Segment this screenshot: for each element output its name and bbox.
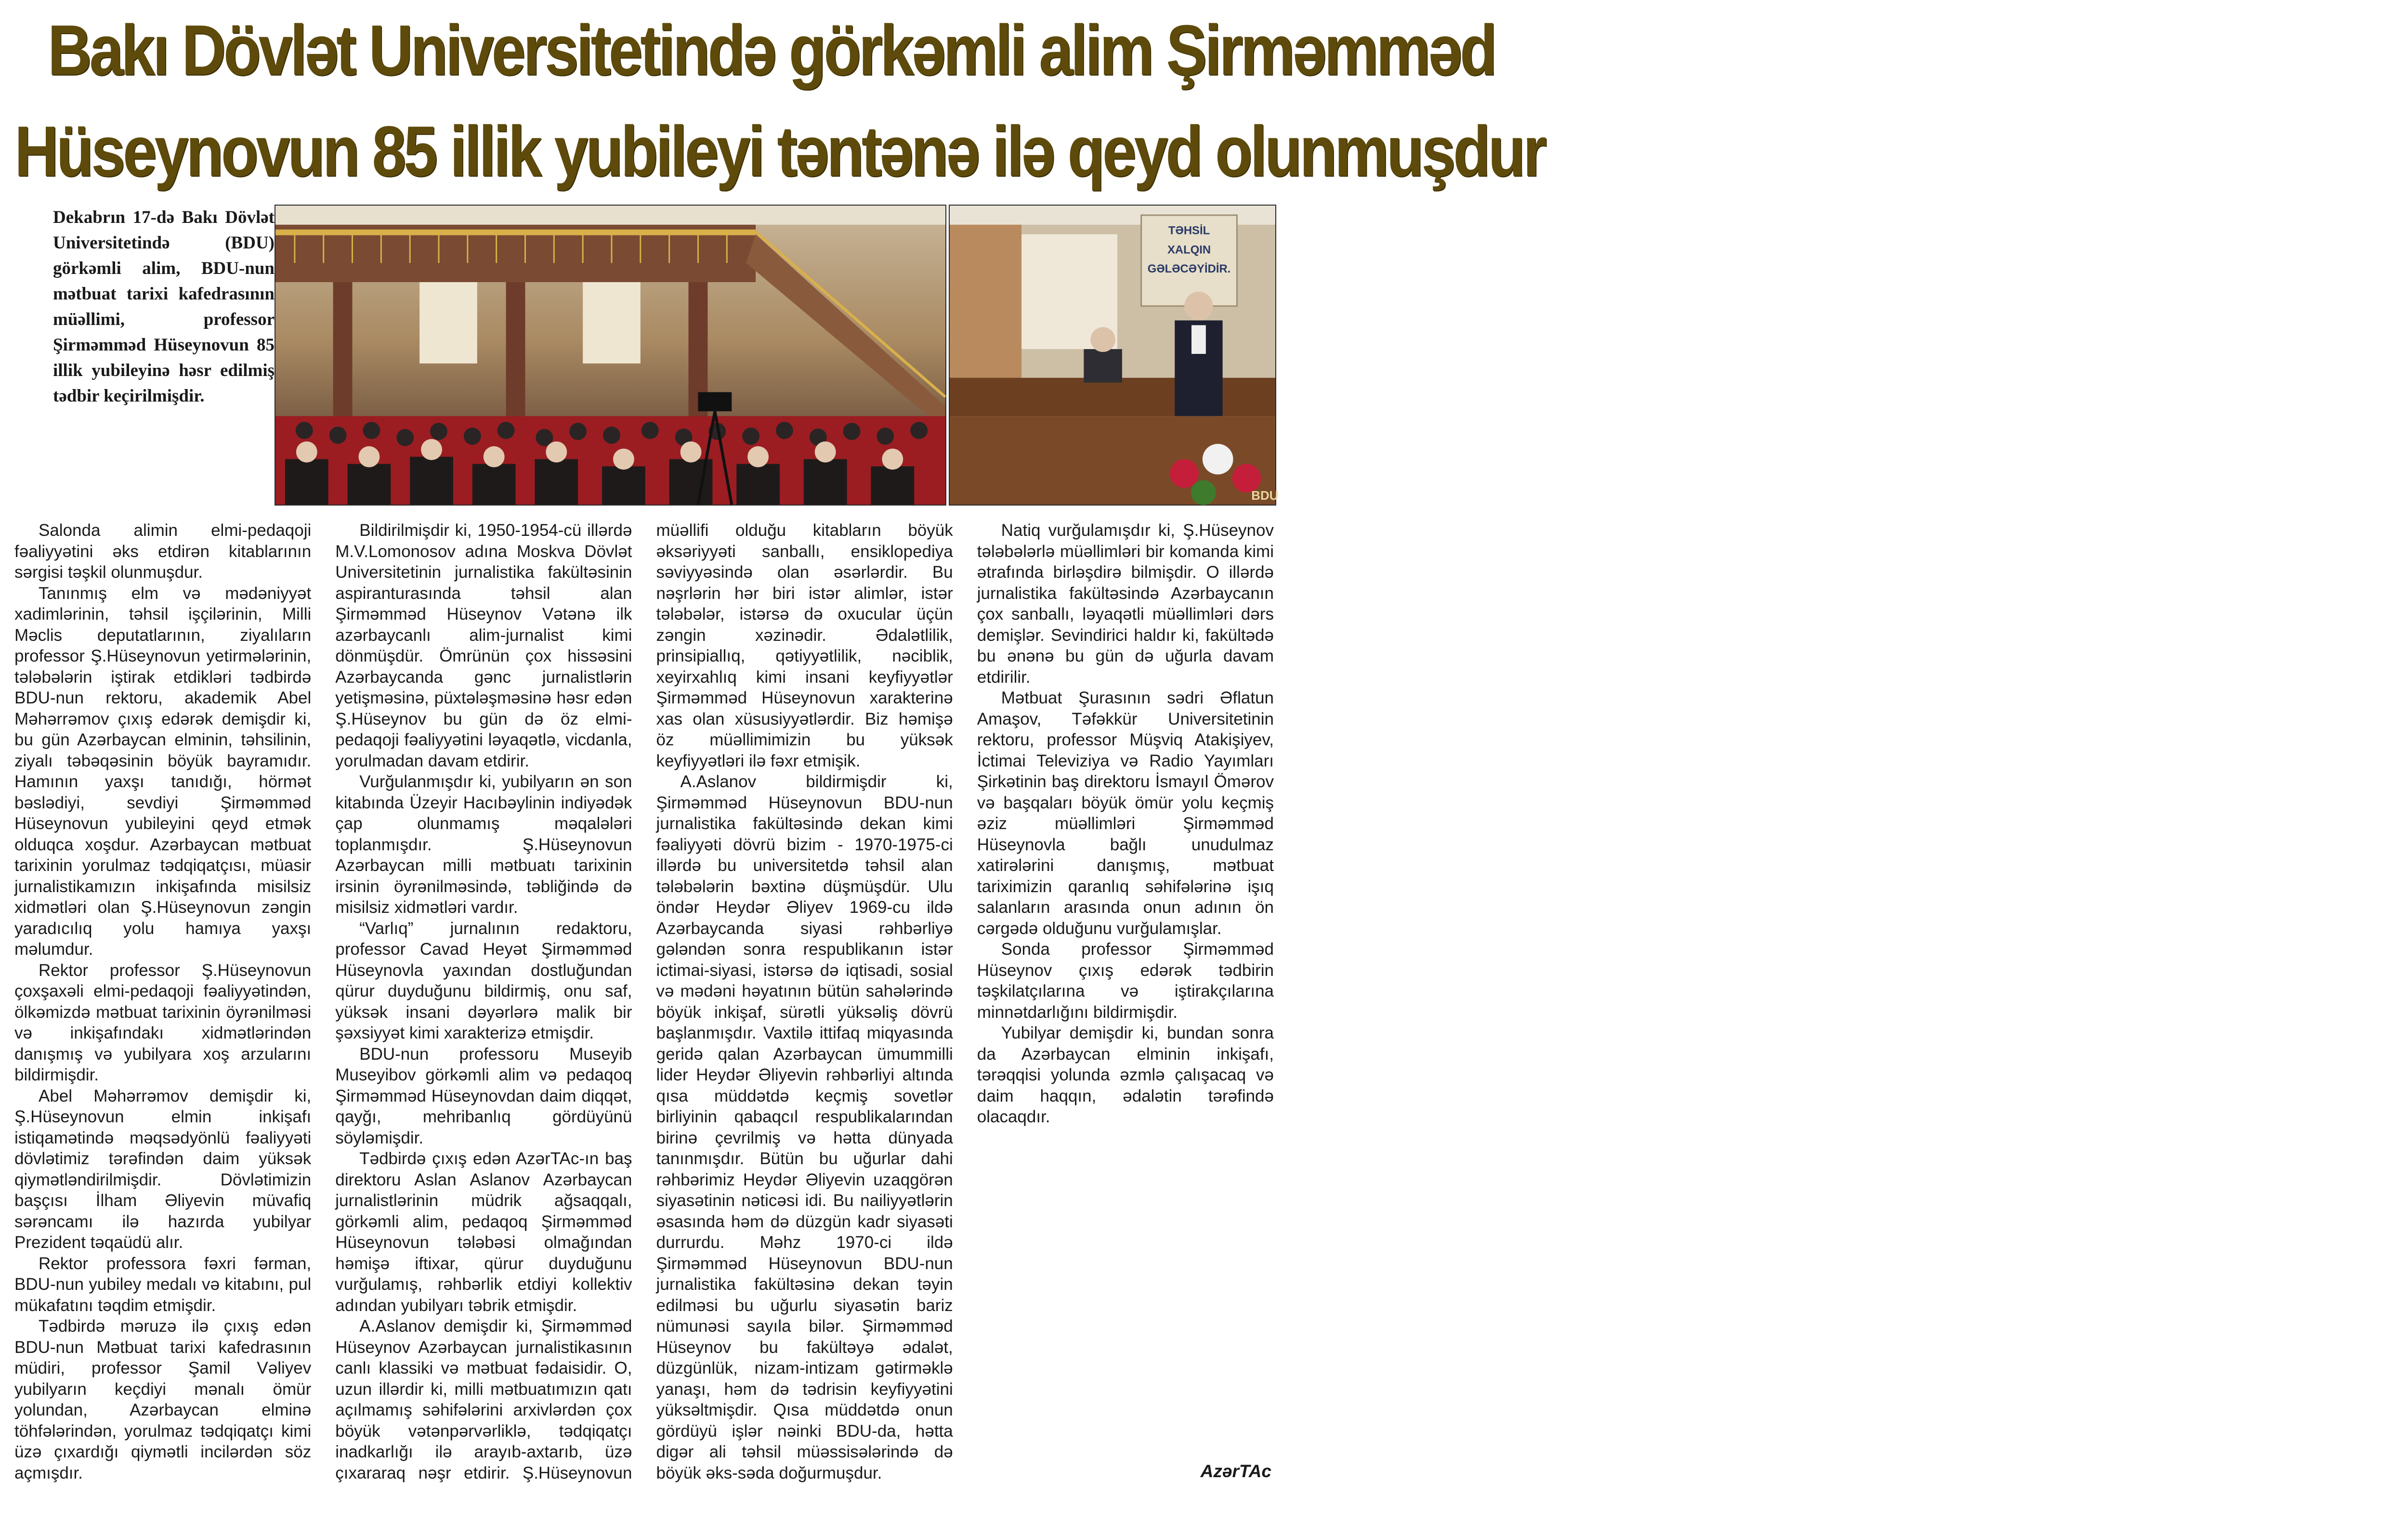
stage-photo (949, 205, 1279, 506)
body-paragraph: BDU-nun professoru Museyib Museyibov görkəmli alim və pedaqoq Şirməmməd Hüseynovdan daim diqqət, qayğı, mehribanlıq gördüyünü söyləmişdir. (335, 1044, 632, 1147)
auditorium-illustration (275, 206, 945, 505)
body-paragraph: Yubilyar demişdir ki, bundan sonra da Azərbaycan elminin inkişafı, tərəqqisi yolunda əzmlə çalışacaq və daim haqqın, ədalətin tərəfində olacaqdır. (977, 1024, 1274, 1126)
body-paragraph: Tanınmış elm və mədəniyyət xadimlərinin, təhsil işçilərinin, Milli Məclis deputatlarının, ziyalıların professor Ş.Hüseynovun yetirmələrinin, tələbələrin iştirak etdikləri tədbirdə BDU-nun rektoru, akademik Abel Məhərrəmov çıxış edərək demişdir ki, bu gün Azərbaycan elminin, təhsilinin, ziyalı təbəqəsinin böyük bayramıdır. Hamının yaxşı tanıdığı, hörmət bəslədiyi, sevdiyi Şirməmməd Hüseynovun yubileyini qeyd etmək olduqca xoşdur. Azərbaycan mətbuat tarixinin yorulmaz tədqiqatçısı, müasir jurnalistikamızın inkişafında misilsiz xidmətləri olan Ş.Hüseynovun zəngin yaradıcılıq yolu hamıya yaxşı məlumdur. (14, 584, 312, 959)
body-paragraph: Abel Məhərrəmov demişdir ki, Ş.Hüseynovun elmin inkişafı istiqamətində məqsədyönlü fəaliyyəti dövlətimiz tərəfindən daim yüksək qiymətləndirilmişdir. Dövlətimizin başçısı İlham Əliyevin müvafiq sərəncamı ilə hazırda yubilyar Prezident təqaüdü alır. (14, 1086, 312, 1252)
article-headline (14, 0, 1544, 202)
body-paragraph: Rektor professora fəxri fərman, BDU-nun yubiley medalı və kitabını, pul mükafatını təqdim etmişdir. (14, 1254, 312, 1315)
body-paragraph: Sonda professor Şirməmməd Hüseynov çıxış edərək tədbirin təşkilatçılarına və iştirakçılarına minnətdarlığını bildirmişdir. (977, 940, 1274, 1022)
stage-illustration (950, 206, 1279, 505)
body-paragraph: Bildirilmişdir ki, 1950-1954-cü illərdə M.V.Lomonosov adına Moskva Dövlət Universitetinin jurnalistika fakültəsinin aspiranturasında təhsil alan Şirməmməd Hüseynov Vətənə ilk azərbaycanlı alim-jurnalist kimi dönmüşdür. Ömrünün çox hissəsini Azərbaycanda gənc jurnalistlərin yetişməsinə, püxtələşməsinə həsr edən Ş.Hüseynov bu gün də öz elmi-pedaqoji fəaliyyətini ləyaqətlə, vicdanla, yorulmadan davam etdirir. (335, 521, 632, 770)
banner-line-3: GƏLƏCƏYİDİR. (1147, 262, 1231, 276)
headline-line-1: Bakı Dövlət Universitetində görkəmli alim Şirməmməd (47, 11, 1495, 90)
body-paragraph: Tədbirdə çıxış edən AzərTAc-ın baş direktoru Aslan Aslanov Azərbaycan jurnalistlərinin müdrik ağsaqqalı, görkəmli alim, pedaqoq Şirməmməd Hüseynovun tələbəsi olmağından həmişə iftixar, qürur duyduğunu vurğulamış, rəhbərlik etdiyi kollektiv adından yubilyarı təbrik etmişdir. (335, 1149, 632, 1315)
banner-line-2: XALQIN (1167, 243, 1211, 257)
article-body (14, 520, 1274, 1502)
body-paragraph: A.Aslanov bildirmişdir ki, Şirməmməd Hüseynovun BDU-nun jurnalistika fakültəsində dekan kimi fəaliyyəti dövrü bizim - 1970-1975-ci illərdə bu universitetdə təhsil alan tələbələrin bəxtinə düşmüşdür. Ulu öndər Heydər Əliyev 1969-cu ildə Azərbaycanda siyasi rəhbərliyə gələndən sonra respublikanın istər ictimai-siyasi, istərsə də iqtisadi, sosial və mədəni həyatının bütün sahələrində böyük inkişaf, sürətli yüksəliş dövrü başlanmışdır. Vaxtilə ittifaq miqyasında geridə qalan Azərbaycan ümummilli lider Heydər Əliyevin rəhbərliyi altında qısa müddətdə keçmiş sovetlər birliyinin qabaqcıl respublikalarından birinə çevrilmiş və hətta dünyada tanınmışdır. Bütün bu uğurlar dahi rəhbərimiz Heydər Əliyevin uzaqgörən siyasətinin nəticəsi idi. Bu nailiyyətlərin əsasında həm də düzgün kadr siyasəti durrurdu. Məhz 1970-ci ildə Şirməmməd Hüseynovun BDU-nun jurnalistika fakültəsinə dekan təyin edilməsi bu uğurlu siyasətin bariz nümunəsi sayıla bilər. Şirməmməd Hüseynov bu fakültəyə ədalət, düzgünlük, nizam-intizam gətirməklə yanaşı, həm də tədrisin keyfiyyətini yüksəltmişdir. Qısa müddətdə onun gördüyü işlər nəinki BDU-da, hətta digər ali təhsil müəssisələrində də böyük əks-səda doğurmuşdur. (656, 772, 953, 1482)
headline-line-2: Hüseynovun 85 illik yubileyi təntənə ilə qeyd olunmuşdur (14, 112, 1544, 191)
body-paragraph: Natiq vurğulamışdır ki, Ş.Hüseynov tələbələrlə müəllimləri bir komanda kimi ətrafında birləşdirə bilmişdir. O illərdə jurnalistika fakültəsində Azərbaycanın çox sanballı, ləyaqətli müəllimləri dərs demişlər. Sevindirici haldır ki, fakültədə bu ənənə bu gün də uğurla davam etdirilir. (977, 521, 1274, 687)
body-paragraph: Salonda alimin elmi-pedaqoji fəaliyyətini əks etdirən kitablarının sərgisi təşkil olunmuşdur. (14, 521, 312, 582)
banner-line-1: TƏHSİL (1168, 224, 1210, 237)
lead-paragraph: Dekabrın 17-də Bakı Dövlət Universitetində (BDU) görkəmli alim, BDU-nun mətbuat tarixi kafedrasının müəllimi, professor Şirməmməd Hüseynovun 85 illik yubileyinə həsr edilmiş tədbir keçirilmişdir. (53, 208, 275, 406)
body-paragraph: “Varlıq” jurnalının redaktoru, professor Cavad Heyət Şirməmməd Hüseynovla yaxından dostluğundan qürur duyduğunu bildirmiş, onu saf, yüksək insani dəyərlərə malik bir şəxsiyyət kimi xarakterizə etmişdir. (335, 919, 632, 1042)
auditorium-photo (275, 205, 946, 506)
body-paragraph: Mətbuat Şurasının sədri Əflatun Amaşov, Təfəkkür Universitetinin rektoru, professor Müşviq Atakişiyev, İctimai Televiziya və Radio Yayımları Şirkətinin baş direktoru İsmayıl Ömərov və başqaları böyük ömür yolu keçmiş əziz müəllimləri Şirməmməd Hüseynovla bağlı unudulmaz xatirələrini danışmış, mətbuat tariximizin qaranlıq səhifələrinə işıq salanların arasında onun adının ön cərgədə olduğunu vurğulamışlar. (977, 689, 1274, 938)
news-agency-signoff: AzərTAc (1200, 1461, 1271, 1481)
body-paragraph: Tədbirdə məruzə ilə çıxış edən BDU-nun Mətbuat tarixi kafedrasının müdiri, professor Şamil Vəliyev yubilyarın keçdiyi mənalı ömür yolundan, Azərbaycan elminə töhfələrindən, yorulmaz tədqiqatçı kimi üzə çıxardığı qiymətli incilərdən söz açmışdır. (14, 1317, 312, 1482)
podium-logo-text: BDU (1251, 489, 1279, 503)
body-paragraph: A.Aslanov demişdir ki, Şirməmməd Hüseynov Azərbaycan jurnalistikasının canlı klassiki və mətbuat fədaisidir. O, uzun illərdir ki, milli mətbuatımızın qatı açılmamış səhifələrini arxivlərdən çox böyük vətənpərvərliklə, tədqiqatçı inadkarlığı ilə arayıb-axtarıb, üzə çıxararaq nəşr etdirir. Ş.Hüseynovun müəllifi olduğu kitabların böyük əksəriyyəti sanballı, ensiklopediya səviyyəsində olan əsərlərdir. Bu nəşrlərin hər biri istər alimlər, istər tələbələr, istərsə də oxucular üçün zəngin xəzinədir. Ədalətlilik, prinsipiallıq, qətiyyətlilik, nəciblik, xeyirxahlıq kimi insani keyfiyyətlər Şirməmməd Hüseynovun xarakterinə xas olan xüsusiyyətlərdir. Biz həmişə öz müəllimimizin bu yüksək keyfiyyətləri ilə fəxr etmişik. (335, 521, 953, 1482)
body-paragraph: Vurğulanmışdır ki, yubilyarın ən son kitabında Üzeyir Hacıbəylinin indiyədək çap olunmamış məqalələri toplanmışdır. Ş.Hüseynovun Azərbaycan milli mətbuatı tarixinin irsinin öyrənilməsində, təbliğində də misilsiz xidmətləri vardır. (335, 772, 632, 917)
body-paragraph: Rektor professor Ş.Hüseynovun çoxşaxəli elmi-pedaqoji fəaliyyətindən, ölkəmizdə mətbuat tarixinin öyrənilməsi və inkişafındakı xidmətlərindən danışmış və yubilyara xoş arzularını bildirmişdir. (14, 961, 312, 1084)
